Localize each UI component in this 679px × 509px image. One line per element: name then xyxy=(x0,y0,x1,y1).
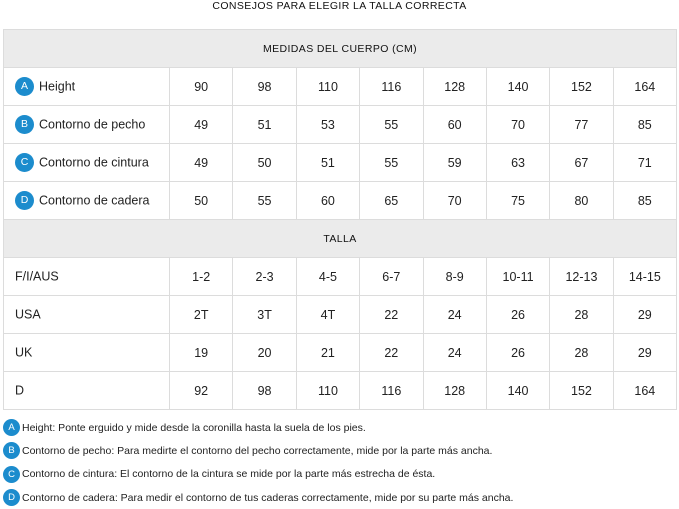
table-cell: 22 xyxy=(360,296,423,334)
table-cell: 77 xyxy=(550,106,613,144)
table-cell: 12-13 xyxy=(550,258,613,296)
row-label xyxy=(4,182,170,220)
table-cell: 24 xyxy=(423,296,486,334)
row-label-text: F/I/AUS xyxy=(15,269,59,284)
table-cell: 140 xyxy=(486,68,549,106)
table-row xyxy=(4,106,677,144)
table-row xyxy=(4,182,677,220)
row-label-text: Height xyxy=(39,79,76,94)
table-cell: 116 xyxy=(360,372,423,410)
table-cell: 75 xyxy=(486,182,549,220)
table-cell: 26 xyxy=(486,334,549,372)
letter-badge-icon: A xyxy=(3,419,20,436)
table-cell: 70 xyxy=(486,106,549,144)
table-cell: 80 xyxy=(550,182,613,220)
section-heading: MEDIDAS DEL CUERPO (CM) xyxy=(4,30,677,68)
table-cell: 60 xyxy=(423,106,486,144)
row-label-text: D xyxy=(15,383,25,398)
note-item xyxy=(3,416,677,439)
table-row xyxy=(4,334,677,372)
table-cell: 49 xyxy=(170,144,233,182)
section-body-measurements xyxy=(4,30,677,68)
table-row xyxy=(4,68,677,106)
note-text: Contorno de cintura: El contorno de la cintura se mide por la parte más estrecha de ésta. xyxy=(22,468,436,481)
table-cell: 164 xyxy=(613,372,676,410)
table-cell: 116 xyxy=(360,68,423,106)
table-cell: 110 xyxy=(296,372,359,410)
table-cell: 55 xyxy=(360,144,423,182)
row-label-text: Contorno de pecho xyxy=(39,117,146,132)
row-label-text: Contorno de cadera xyxy=(39,193,150,208)
table-cell: 164 xyxy=(613,68,676,106)
table-cell: 55 xyxy=(233,182,296,220)
measurement-notes xyxy=(3,416,677,509)
table-cell: 6-7 xyxy=(360,258,423,296)
note-item xyxy=(3,439,677,462)
page-title: CONSEJOS PARA ELEGIR LA TALLA CORRECTA xyxy=(212,0,467,12)
table-cell: 8-9 xyxy=(423,258,486,296)
section-size xyxy=(4,220,677,258)
row-label xyxy=(4,334,170,372)
table-cell: 85 xyxy=(613,182,676,220)
row-label-text: USA xyxy=(15,307,41,322)
table-cell: 50 xyxy=(170,182,233,220)
table-cell: 20 xyxy=(233,334,296,372)
table-cell: 53 xyxy=(296,106,359,144)
table-cell: 4T xyxy=(296,296,359,334)
table-cell: 49 xyxy=(170,106,233,144)
letter-badge-icon: C xyxy=(3,466,20,483)
table-cell: 51 xyxy=(296,144,359,182)
size-chart-table xyxy=(3,29,677,410)
table-cell: 26 xyxy=(486,296,549,334)
table-cell: 59 xyxy=(423,144,486,182)
table-cell: 90 xyxy=(170,68,233,106)
table-cell: 65 xyxy=(360,182,423,220)
section-heading: TALLA xyxy=(4,220,677,258)
table-cell: 10-11 xyxy=(486,258,549,296)
table-row xyxy=(4,258,677,296)
letter-badge-icon: B xyxy=(3,442,20,459)
table-cell: 71 xyxy=(613,144,676,182)
table-row xyxy=(4,372,677,410)
note-item xyxy=(3,463,677,486)
letter-badge-icon: C xyxy=(15,153,34,172)
table-cell: 19 xyxy=(170,334,233,372)
table-cell: 14-15 xyxy=(613,258,676,296)
table-cell: 51 xyxy=(233,106,296,144)
table-cell: 29 xyxy=(613,334,676,372)
table-cell: 128 xyxy=(423,68,486,106)
table-cell: 67 xyxy=(550,144,613,182)
table-cell: 4-5 xyxy=(296,258,359,296)
row-label xyxy=(4,372,170,410)
table-cell: 140 xyxy=(486,372,549,410)
note-text: Contorno de pecho: Para medirte el contorno del pecho correctamente, mide por la parte más ancha. xyxy=(22,444,493,457)
row-label xyxy=(4,106,170,144)
table-cell: 85 xyxy=(613,106,676,144)
table-cell: 28 xyxy=(550,296,613,334)
table-cell: 152 xyxy=(550,372,613,410)
table-cell: 70 xyxy=(423,182,486,220)
table-cell: 2-3 xyxy=(233,258,296,296)
letter-badge-icon: B xyxy=(15,115,34,134)
table-cell: 24 xyxy=(423,334,486,372)
table-cell: 3T xyxy=(233,296,296,334)
table-cell: 92 xyxy=(170,372,233,410)
table-cell: 22 xyxy=(360,334,423,372)
row-label xyxy=(4,144,170,182)
table-cell: 98 xyxy=(233,372,296,410)
table-row xyxy=(4,144,677,182)
table-cell: 152 xyxy=(550,68,613,106)
table-cell: 110 xyxy=(296,68,359,106)
table-cell: 98 xyxy=(233,68,296,106)
table-cell: 2T xyxy=(170,296,233,334)
row-label xyxy=(4,68,170,106)
table-cell: 63 xyxy=(486,144,549,182)
letter-badge-icon: A xyxy=(15,77,34,96)
table-cell: 60 xyxy=(296,182,359,220)
note-text: Height: Ponte erguido y mide desde la coronilla hasta la suela de los pies. xyxy=(22,421,366,434)
table-cell: 29 xyxy=(613,296,676,334)
table-cell: 55 xyxy=(360,106,423,144)
table-cell: 21 xyxy=(296,334,359,372)
table-cell: 1-2 xyxy=(170,258,233,296)
table-cell: 28 xyxy=(550,334,613,372)
table-cell: 128 xyxy=(423,372,486,410)
table-row xyxy=(4,296,677,334)
row-label-text: Contorno de cintura xyxy=(39,155,149,170)
note-text: Contorno de cadera: Para medir el contorno de tus caderas correctamente, mide por su parte más ancha. xyxy=(22,491,514,504)
row-label-text: UK xyxy=(15,345,33,360)
letter-badge-icon: D xyxy=(15,191,34,210)
table-cell: 50 xyxy=(233,144,296,182)
row-label xyxy=(4,258,170,296)
row-label xyxy=(4,296,170,334)
letter-badge-icon: D xyxy=(3,489,20,506)
